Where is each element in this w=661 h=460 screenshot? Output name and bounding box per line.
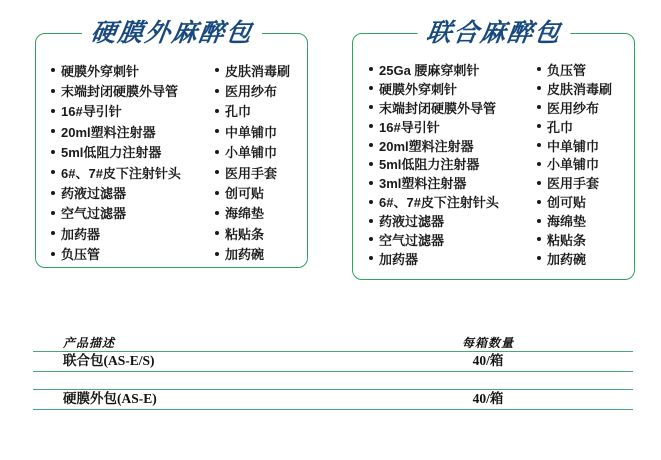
kit-item-label: 药液过滤器 (379, 214, 445, 230)
kit-item-list (51, 60, 181, 264)
kit-item-label: 负压管 (61, 247, 101, 263)
bullet-icon (537, 256, 541, 260)
bullet-icon (537, 143, 541, 147)
qty-per-box-header: 每箱数量 (461, 336, 514, 350)
bullet-icon (537, 124, 541, 128)
kit-item (369, 192, 499, 211)
kit-item-label: 孔巾 (225, 104, 252, 120)
combined-kit-contents (353, 34, 634, 279)
kit-item-label: 16#导引针 (61, 104, 122, 120)
bullet-icon (369, 124, 373, 128)
bullet-icon (51, 170, 55, 174)
kit-item-label: 海绵垫 (547, 214, 587, 230)
kit-item (369, 60, 499, 79)
bullet-icon (215, 109, 219, 113)
kit-item-label: 创可贴 (547, 195, 587, 211)
kit-item (537, 60, 612, 79)
kit-item (537, 98, 612, 117)
bullet-icon (537, 105, 541, 109)
kit-item-label: 孔巾 (547, 119, 574, 135)
bullet-icon (215, 68, 219, 72)
product-name: 硬膜外包(AS-E) (63, 391, 157, 406)
bullet-icon (369, 67, 373, 71)
kit-item (51, 101, 181, 121)
kit-item (215, 203, 290, 223)
kit-item (51, 223, 181, 243)
bullet-icon (537, 181, 541, 185)
bullet-icon (215, 211, 219, 215)
bullet-icon (51, 89, 55, 93)
bullet-icon (215, 191, 219, 195)
kit-item-label: 3ml塑料注射器 (379, 176, 467, 192)
kit-item (215, 182, 290, 202)
kit-item-label: 硬膜外穿刺针 (61, 63, 140, 79)
kit-item-label: 药液过滤器 (61, 186, 127, 202)
bullet-icon (369, 86, 373, 90)
bullet-icon (215, 252, 219, 256)
bullet-icon (369, 237, 373, 241)
kit-item (51, 121, 181, 141)
kit-item-label: 中单铺巾 (547, 138, 600, 154)
table-row-gap (33, 372, 633, 390)
kit-item (369, 249, 499, 268)
kit-item-label: 加药器 (379, 251, 419, 267)
bullet-icon (215, 150, 219, 154)
kit-item-label: 小单铺巾 (547, 157, 600, 173)
table-row (33, 352, 633, 371)
combined-kit-title: 联合麻醉包 (415, 17, 573, 49)
table-rule (33, 409, 633, 410)
bullet-icon (369, 181, 373, 185)
kit-item (537, 249, 612, 268)
kit-item-label: 5ml低阻力注射器 (379, 157, 480, 173)
kit-item (215, 142, 290, 162)
kit-item-label: 粘贴条 (225, 226, 265, 242)
kit-item (51, 182, 181, 202)
kit-item-label: 加药碗 (547, 251, 587, 267)
kit-item-list (215, 60, 290, 264)
bullet-icon (215, 129, 219, 133)
bullet-icon (215, 231, 219, 235)
kit-item-label: 6#、7#皮下注射针头 (379, 195, 499, 211)
epidural-kit-contents (36, 34, 307, 267)
bullet-icon (537, 67, 541, 71)
kit-item-label: 医用手套 (547, 176, 600, 192)
bullet-icon (369, 162, 373, 166)
kit-item (369, 79, 499, 98)
kit-item-list (537, 60, 612, 268)
kit-item-label: 硬膜外穿刺针 (379, 81, 458, 97)
kit-item-label: 海绵垫 (225, 206, 265, 222)
kit-item (369, 230, 499, 249)
kit-item (51, 60, 181, 80)
bullet-icon (215, 170, 219, 174)
epidural-kit-box (35, 19, 308, 268)
kit-item-label: 6#、7#皮下注射针头 (61, 165, 181, 181)
kit-item (51, 203, 181, 223)
kit-item-label: 医用手套 (225, 165, 278, 181)
kit-item (537, 192, 612, 211)
spec-table (33, 336, 633, 410)
kit-item-label: 末端封闭硬膜外导管 (61, 84, 179, 100)
kit-item (537, 154, 612, 173)
kit-item (369, 117, 499, 136)
kit-item (369, 154, 499, 173)
kit-item-label: 20ml塑料注射器 (61, 124, 156, 140)
kit-item-label: 中单铺巾 (225, 124, 278, 140)
bullet-icon (215, 89, 219, 93)
kit-item (215, 244, 290, 264)
kit-item-label: 小单铺巾 (225, 145, 278, 161)
kit-item-label: 粘贴条 (547, 232, 587, 248)
bullet-icon (51, 191, 55, 195)
kit-item (215, 101, 290, 121)
kit-item (537, 211, 612, 230)
kit-item (369, 211, 499, 230)
product-qty: 40/箱 (472, 353, 504, 368)
bullet-icon (537, 219, 541, 223)
kit-item (369, 98, 499, 117)
kit-item-label: 创可贴 (225, 186, 265, 202)
kit-item-label: 16#导引针 (379, 119, 440, 135)
kit-item (537, 79, 612, 98)
kit-item-label: 医用纱布 (547, 100, 600, 116)
bullet-icon (369, 219, 373, 223)
bullet-icon (369, 200, 373, 204)
spec-table-header-row (33, 336, 633, 351)
kit-item (215, 121, 290, 141)
bullet-icon (51, 211, 55, 215)
kit-item (51, 80, 181, 100)
kit-item-label: 加药器 (61, 226, 101, 242)
epidural-kit-title: 硬膜外麻醉包 (79, 17, 264, 49)
bullet-icon (537, 86, 541, 90)
bullet-icon (369, 143, 373, 147)
kit-item-label: 5ml低阻力注射器 (61, 145, 162, 161)
bullet-icon (537, 162, 541, 166)
bullet-icon (51, 150, 55, 154)
kit-item (215, 223, 290, 243)
kit-item-label: 20ml塑料注射器 (379, 138, 474, 154)
kit-item-label: 空气过滤器 (61, 206, 127, 222)
kit-item-label: 负压管 (547, 62, 587, 78)
kit-item (51, 162, 181, 182)
product-description-header: 产品描述 (63, 336, 116, 350)
bullet-icon (537, 237, 541, 241)
combined-kit-box (352, 19, 635, 280)
kit-item (369, 173, 499, 192)
kit-item (215, 80, 290, 100)
bullet-icon (369, 256, 373, 260)
bullet-icon (51, 129, 55, 133)
kit-item-label: 空气过滤器 (379, 232, 445, 248)
product-name: 联合包(AS-E/S) (63, 353, 155, 368)
kit-item (215, 60, 290, 80)
kit-item (537, 173, 612, 192)
bullet-icon (537, 200, 541, 204)
bullet-icon (51, 231, 55, 235)
kit-item-list (369, 60, 499, 268)
kit-item (51, 142, 181, 162)
kit-item (537, 136, 612, 155)
kit-item (537, 230, 612, 249)
kit-item-label: 皮肤消毒刷 (225, 63, 291, 79)
bullet-icon (51, 252, 55, 256)
kit-item (215, 162, 290, 182)
kit-item-label: 皮肤消毒刷 (547, 81, 613, 97)
product-qty: 40/箱 (472, 391, 504, 406)
table-row (33, 390, 633, 409)
bullet-icon (369, 105, 373, 109)
kit-item (51, 244, 181, 264)
kit-item (369, 136, 499, 155)
kit-item-label: 末端封闭硬膜外导管 (379, 100, 497, 116)
bullet-icon (51, 109, 55, 113)
kit-item-label: 医用纱布 (225, 84, 278, 100)
kit-item (537, 117, 612, 136)
kit-item-label: 25Ga 腰麻穿刺针 (379, 62, 480, 78)
kit-item-label: 加药碗 (225, 247, 265, 263)
bullet-icon (51, 68, 55, 72)
